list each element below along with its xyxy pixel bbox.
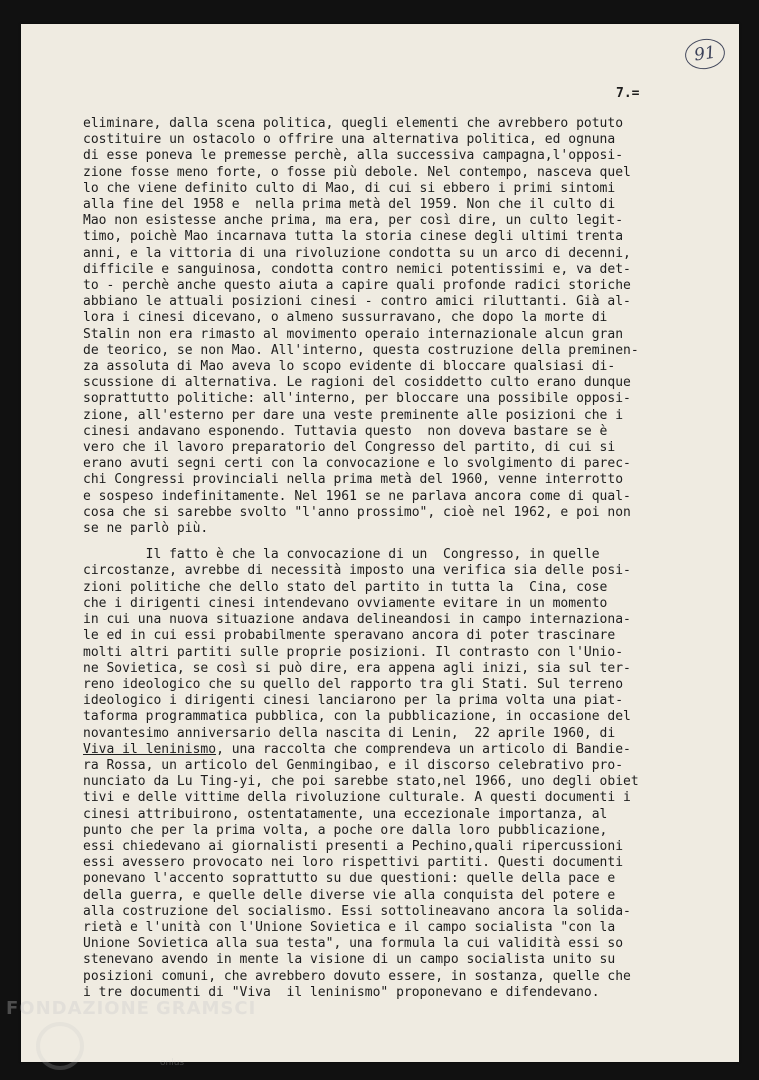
text-line: nunciato da Lu Ting-yi, che poi sarebbe stato,nel 1966, uno degli obiet bbox=[83, 774, 639, 790]
text-line: timo, poichè Mao incarnava tutta la storia cinese degli ultimi trenta bbox=[83, 229, 624, 245]
text-line: Unione Sovietica alla sua testa", una formula la cui validità essi so bbox=[83, 936, 624, 952]
text-line: circostanze, avrebbe di necessità imposto una verifica sia delle posi- bbox=[83, 563, 631, 579]
text-line: lo che viene definito culto di Mao, di cui si ebbero i primi sintomi bbox=[83, 180, 616, 196]
text-line: novantesimo anniversario della nascita di Lenin, 22 aprile 1960, di bbox=[83, 725, 616, 741]
text-line: za assoluta di Mao aveva lo scopo evidente di bloccare qualsiasi di- bbox=[83, 359, 616, 375]
text-line: ra Rossa, un articolo del Genmingibao, e il discorso celebrativo pro- bbox=[83, 757, 624, 773]
book-title: Viva il leninismo bbox=[83, 741, 217, 757]
watermark bbox=[6, 998, 262, 1019]
text-line: soprattutto politiche: all'interno, per bloccare una possibile opposi- bbox=[83, 391, 631, 407]
text-line: molti altri partiti sulle proprie posizioni. Il contrasto con l'Unio- bbox=[83, 644, 624, 660]
watermark-line1: FONDAZIONE bbox=[6, 998, 150, 1019]
text-line: essi chiedevano ai giornalisti presenti a Pechino,quali ripercussioni bbox=[83, 838, 624, 854]
text-line: scussione di alternativa. Le ragioni del cosiddetto culto erano dunque bbox=[83, 375, 631, 391]
text-line: punto che per la prima volta, a poche ore dalla loro pubblicazione, bbox=[83, 822, 608, 838]
watermark-line2: GRAMSCI bbox=[155, 998, 257, 1019]
typewritten-body bbox=[83, 116, 723, 1001]
text-line: ponevano l'accento soprattutto su due questioni: quelle della pace e bbox=[83, 871, 616, 887]
text-line: reno ideologico che su quello del rapporto tra gli Stati. Sul terreno bbox=[83, 676, 624, 692]
document-page bbox=[21, 24, 739, 1062]
text-line: posizioni comuni, che avrebbero dovuto essere, in sostanza, quelle che bbox=[83, 968, 631, 984]
text-line: rietà e l'unità con l'Unione Sovietica e il campo socialista "con la bbox=[83, 919, 616, 935]
text-line: della guerra, e quelle delle diverse vie alla conquista del potere e bbox=[83, 887, 616, 903]
text-line: alla costruzione del socialismo. Essi sottolineavano ancora la solida- bbox=[83, 903, 631, 919]
page-number: 7.= bbox=[616, 86, 640, 101]
text-line: Mao non esistesse anche prima, ma era, per così dire, un culto legit- bbox=[83, 213, 624, 229]
text-line: zioni politiche che dello stato del partito in tutta la Cina, cose bbox=[83, 579, 608, 595]
text-line: stenevano avendo in mente la visione di un campo socialista unito su bbox=[83, 952, 616, 968]
text-line: vero che il lavoro preparatorio del Congresso del partito, di cui si bbox=[83, 440, 616, 456]
text-line: zione fosse meno forte, o fosse più debole. Nel contempo, nasceva quel bbox=[83, 164, 631, 180]
text-line: tivi e delle vittime della rivoluzione culturale. A questi documenti i bbox=[83, 790, 631, 806]
paragraph-gap bbox=[83, 537, 723, 547]
handwritten-page-annotation: 91 bbox=[683, 36, 727, 71]
text-line: alla fine del 1958 e nella prima metà del 1959. Non che il culto di bbox=[83, 197, 616, 213]
watermark-ring-icon bbox=[36, 1022, 84, 1070]
text-line: le ed in cui essi probabilmente speravano ancora di poter trascinare bbox=[83, 628, 616, 644]
text-line: ideologico i dirigenti cinesi lanciarono per la prima volta una piat- bbox=[83, 693, 624, 709]
text-line: erano avuti segni certi con la convocazione e lo svolgimento di parec- bbox=[83, 456, 631, 472]
text-line: eliminare, dalla scena politica, quegli elementi che avrebbero potuto bbox=[83, 116, 624, 131]
text-line: zione, all'esterno per dare una veste preminente alle posizioni che i bbox=[83, 407, 624, 423]
text-line: de teorico, se non Mao. All'interno, questa costruzione della preminen- bbox=[83, 342, 639, 358]
text-line: essi avessero provocato nei loro rispettivi partiti. Questi documenti bbox=[83, 855, 624, 871]
text-line: chi Congressi provinciali nella prima metà del 1960, venne interrotto bbox=[83, 472, 624, 488]
text-line: Il fatto è che la convocazione di un Congresso, in quelle bbox=[83, 547, 600, 563]
text-line: ne Sovietica, se così si può dire, era appena agli inizi, sia sul ter- bbox=[83, 660, 631, 676]
text-line: cinesi andavano esponendo. Tuttavia questo non doveva bastare se è bbox=[83, 423, 608, 439]
text-line: to - perchè anche questo aiuta a capire quali profonde radici storiche bbox=[83, 278, 631, 294]
watermark-sub: onlus bbox=[160, 1058, 185, 1068]
text-line: che i dirigenti cinesi intendevano ovviamente evitare in un momento bbox=[83, 595, 608, 611]
text-line: i tre documenti di "Viva il leninismo" proponevano e difendevano. bbox=[83, 984, 600, 1000]
text-line: costituire un ostacolo o offrire una alternativa politica, ed ognuna bbox=[83, 132, 616, 148]
text-line: difficile e sanguinosa, condotta contro nemici potentissimi e, va det- bbox=[83, 261, 631, 277]
text-line: in cui una nuova situazione andava delineandosi in campo internaziona- bbox=[83, 612, 631, 628]
text-line: se ne parlò più. bbox=[83, 521, 209, 537]
text-line: cinesi attribuirono, ostentatamente, una eccezionale importanza, al bbox=[83, 806, 608, 822]
text-line: Stalin non era rimasto al movimento operaio internazionale alcun gran bbox=[83, 326, 624, 342]
text-line: di esse poneva le premesse perchè, alla successiva campagna,l'opposi- bbox=[83, 148, 624, 164]
text-line: taforma programmatica pubblica, con la pubblicazione, in occasione del bbox=[83, 709, 631, 725]
text-line: cosa che si sarebbe svolto "l'anno prossimo", cioè nel 1962, e poi non bbox=[83, 504, 631, 520]
text-line: Viva il leninismo, una raccolta che comprendeva un articolo di Bandie- bbox=[83, 741, 631, 757]
text-line: anni, e la vittoria di una rivoluzione condotta su un arco di decenni, bbox=[83, 245, 631, 261]
text-line: lora i cinesi dicevano, o almeno sussurravano, che dopo la morte di bbox=[83, 310, 608, 326]
text-line: e sospeso indefinitamente. Nel 1961 se ne parlava ancora come di qual- bbox=[83, 488, 631, 504]
text-line: abbiano le attuali posizioni cinesi - contro amici riluttanti. Già al- bbox=[83, 294, 631, 310]
